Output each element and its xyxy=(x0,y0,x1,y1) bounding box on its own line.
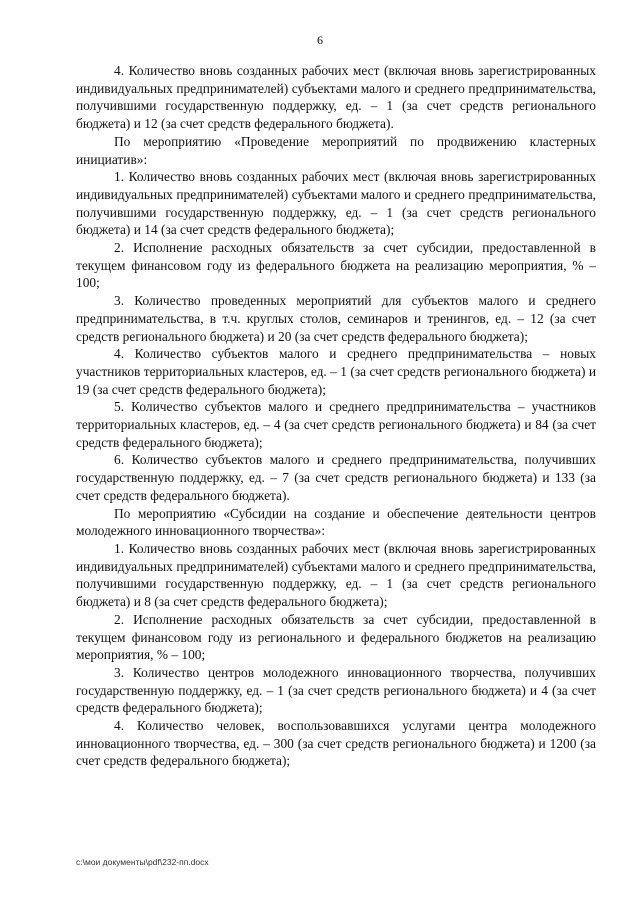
paragraph: 4. Количество вновь созданных рабочих мест (включая вновь зарегистрированных индивидуальных предпринимателей) субъектами малого и среднего предпринимательства, получившими государственную поддержку, ед. – 1 (за счет средств регионального бюджета) и 12 (за счет средств федерального бюджета). xyxy=(76,63,596,132)
section-heading-paragraph: По мероприятию «Проведение мероприятий по продвижению кластерных инициатив»: xyxy=(76,133,596,167)
page-number: 6 xyxy=(317,33,323,47)
paragraph: 1. Количество вновь созданных рабочих мест (включая вновь зарегистрированных индивидуальных предпринимателей) субъектами малого и среднего предпринимательства, получившими государственную поддержку, ед. – 1 (за счет средств регионального бюджета) и 8 (за счет средств федерального бюджета); xyxy=(76,540,596,610)
paragraph: 2. Исполнение расходных обязательств за счет субсидии, предоставленной в текущем финансовом году из регионального и федерального бюджетов на реализацию мероприятия, % – 100; xyxy=(76,611,596,663)
paragraph: 3. Количество проведенных мероприятий для субъектов малого и среднего предпринимательства, в т.ч. круглых столов, семинаров и тренингов, ед. – 12 (за счет средств регионального бюджета) и 20 (за счет средств федерального бюджета); xyxy=(76,293,596,344)
footer-file-path: c:\мои документы\pdf\232-пп.docx xyxy=(76,857,209,867)
paragraph: 4. Количество человек, воспользовавшихся услугами центра молодежного инновационного творчества, ед. – 300 (за счет средств регионального бюджета) и 1200 (за счет средств федерального бюджета); xyxy=(76,718,596,769)
paragraph: 5. Количество субъектов малого и среднего предпринимательства – участников территориальных кластеров, ед. – 4 (за счет средств регионального бюджета) и 84 (за счет средств федерального бюджета); xyxy=(76,399,596,450)
paragraph: 1. Количество вновь созданных рабочих мест (включая вновь зарегистрированных индивидуальных предпринимателей) субъектами малого и среднего предпринимательства, получившими государственную поддержку, ед. – 1 (за счет средств регионального бюджета) и 14 (за счет средств федерального бюджета); xyxy=(76,169,596,238)
paragraph: 6. Количество субъектов малого и среднего предпринимательства, получивших государственную поддержку, ед. – 7 (за счет средств регионального бюджета) и 133 (за счет средств федерального бюджета). xyxy=(76,452,596,503)
document-body xyxy=(76,62,596,770)
paragraph: 3. Количество центров молодежного инновационного творчества, получивших государственную поддержку, ед. – 1 (за счет средств регионального бюджета) и 4 (за счет средств федерального бюджета); xyxy=(76,664,596,716)
paragraph: 4. Количество субъектов малого и среднего предпринимательства – новых участников территориальных кластеров, ед. – 1 (за счет средств регионального бюджета) и 19 (за счет средств федерального бюджета); xyxy=(76,346,596,397)
paragraph: 2. Исполнение расходных обязательств за счет субсидии, предоставленной в текущем финансовом году из федерального бюджета на реализацию мероприятия, % – 100; xyxy=(76,240,596,291)
section-heading-paragraph: По мероприятию «Субсидии на создание и обеспечение деятельности центров молодежного инновационного творчества»: xyxy=(76,505,596,539)
